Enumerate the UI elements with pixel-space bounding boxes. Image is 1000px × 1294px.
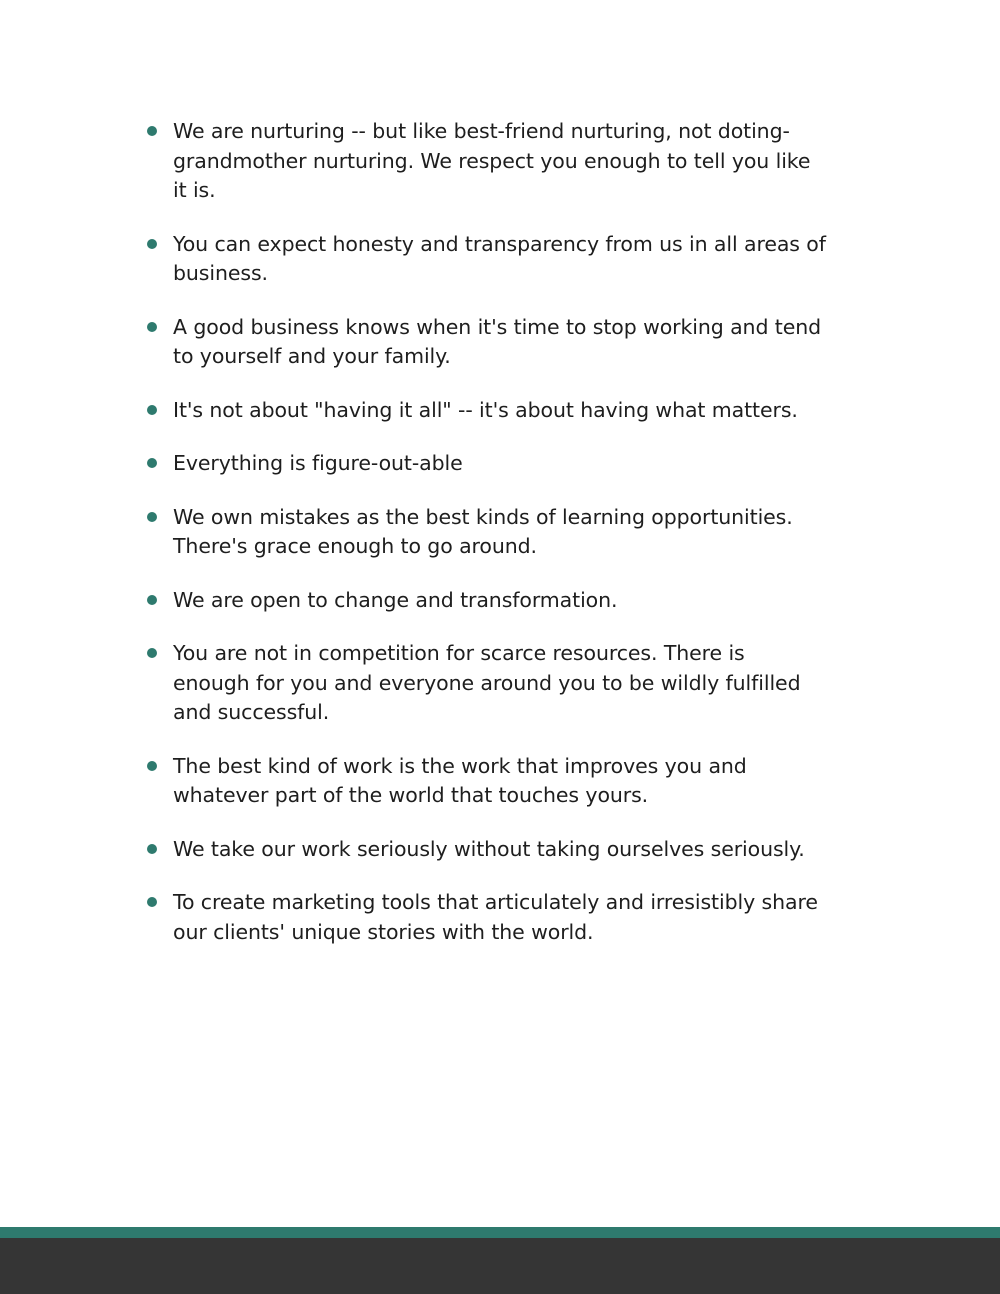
list-item — [147, 888, 827, 947]
list-item-text: It's not about "having it all" -- it's about having what matters. — [173, 397, 798, 422]
footer-accent-stripe — [0, 1227, 1000, 1238]
bullet-icon — [147, 648, 157, 658]
values-list — [147, 117, 827, 971]
bullet-icon — [147, 405, 157, 415]
list-item — [147, 586, 827, 616]
list-item-text: We are open to change and transformation. — [173, 587, 618, 612]
list-item — [147, 117, 827, 206]
bullet-icon — [147, 126, 157, 136]
list-item-text: You can expect honesty and transparency from us in all areas of business. — [173, 231, 826, 285]
list-item — [147, 230, 827, 289]
bullet-icon — [147, 844, 157, 854]
list-item — [147, 313, 827, 372]
list-item — [147, 396, 827, 426]
list-item-text: Everything is figure-out-able — [173, 451, 463, 475]
list-item-text: We own mistakes as the best kinds of learning opportunities. There's grace enough to go around. — [173, 504, 793, 558]
list-item-text: We take our work seriously without taking ourselves seriously. — [173, 836, 805, 861]
list-item-text: The best kind of work is the work that improves you and whatever part of the world that touches yours. — [173, 753, 747, 807]
list-item-text: We are nurturing -- but like best-friend nurturing, not doting-grandmother nurturing. We respect you enough to tell you like it is. — [173, 119, 811, 202]
bullet-icon — [147, 239, 157, 249]
footer-bar — [0, 1238, 1000, 1294]
list-item-text: You are not in competition for scarce resources. There is enough for you and everyone around you to be wildly fulfilled and successful. — [173, 641, 801, 724]
list-item — [147, 503, 827, 562]
bullet-icon — [147, 512, 157, 522]
list-item-text: A good business knows when it's time to stop working and tend to yourself and your family. — [173, 314, 822, 368]
bullet-icon — [147, 897, 157, 907]
bullet-icon — [147, 458, 157, 468]
list-item — [147, 752, 827, 811]
list-item-text: To create marketing tools that articulately and irresistibly share our clients' unique stories with the world. — [173, 890, 818, 944]
list-item — [147, 835, 827, 865]
bullet-icon — [147, 761, 157, 771]
bullet-icon — [147, 322, 157, 332]
list-item — [147, 639, 827, 728]
bullet-icon — [147, 595, 157, 605]
list-item — [147, 449, 827, 479]
